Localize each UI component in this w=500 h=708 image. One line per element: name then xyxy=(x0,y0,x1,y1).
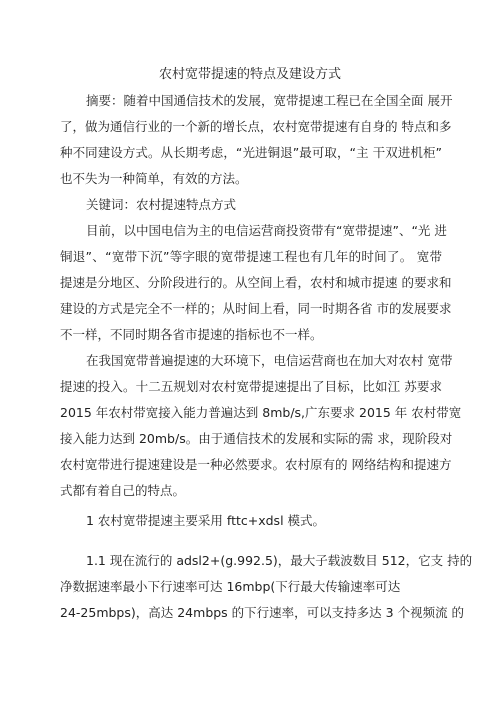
abstract-line: 了，做为通信行业的一个新的增长点，农村宽带提速有自身的 特点和多 xyxy=(60,119,452,134)
abstract-line: 也不失为一种简单，有效的方法。 xyxy=(60,171,248,186)
paragraph-line: 提速是分地区、分阶段进行的。从空间上看，农村和城市提速 的要求和 xyxy=(60,275,452,290)
abstract-line: 摘要：随着中国通信技术的发展，宽带提速工程已在全国全面 展开 xyxy=(86,93,453,108)
paragraph-line: 提速的投入。十二五规划对农村宽带提速提出了目标，比如江 苏要求 xyxy=(60,379,442,394)
abstract-line: 种不同建设方式。从长期考虑，“光进铜退”最可取，“主 干双进机柜” xyxy=(60,145,442,160)
paragraph-line: 净数据速率最小下行速率可达 16mbp(下行最大传输速率可达 xyxy=(60,579,401,594)
paragraph-line: 式都有着自己的特点。 xyxy=(60,483,186,498)
paragraph-line: 目前，以中国电信为主的电信运营商投资带有“宽带提速”、“光 进 xyxy=(86,223,447,238)
paragraph-line: 2015 年农村带宽接入能力普遍达到 8mb/s,广东要求 2015 年 农村带宽 xyxy=(60,405,462,420)
section-heading: 1 农村宽带提速主要采用 fttc+xdsl 模式。 xyxy=(86,513,326,528)
paragraph-line: 铜退”、“宽带下沉”等字眼的宽带提速工程也有几年的时间了。 宽带 xyxy=(60,249,442,264)
paragraph-line: 农村宽带进行提速建设是一种必然要求。农村原有的 网络结构和提速方 xyxy=(60,457,452,472)
paragraph-line: 接入能力达到 20mb/s。由于通信技术的发展和实际的需 求，现阶段对 xyxy=(60,431,453,446)
paragraph-line: 1.1 现在流行的 adsl2+(g.992.5)，最大子载波数目 512，它支 持的 xyxy=(86,553,473,568)
paragraph-line: 24-25mbps)，高达 24mbps 的下行速率，可以支持多达 3 个视频流 的 xyxy=(60,605,465,620)
paragraph-line: 在我国宽带普遍提速的大环境下，电信运营商也在加大对农村 宽带 xyxy=(86,353,453,368)
document-title: 农村宽带提速的特点及建设方式 xyxy=(158,67,341,82)
paragraph-line: 建设的方式是完全不一样的；从时间上看，同一时期各省 市的发展要求 xyxy=(60,301,452,316)
keywords-line: 关键词：农村提速特点方式 xyxy=(86,197,237,212)
paragraph-line: 不一样，不同时期各省市提速的指标也不一样。 xyxy=(60,327,323,342)
